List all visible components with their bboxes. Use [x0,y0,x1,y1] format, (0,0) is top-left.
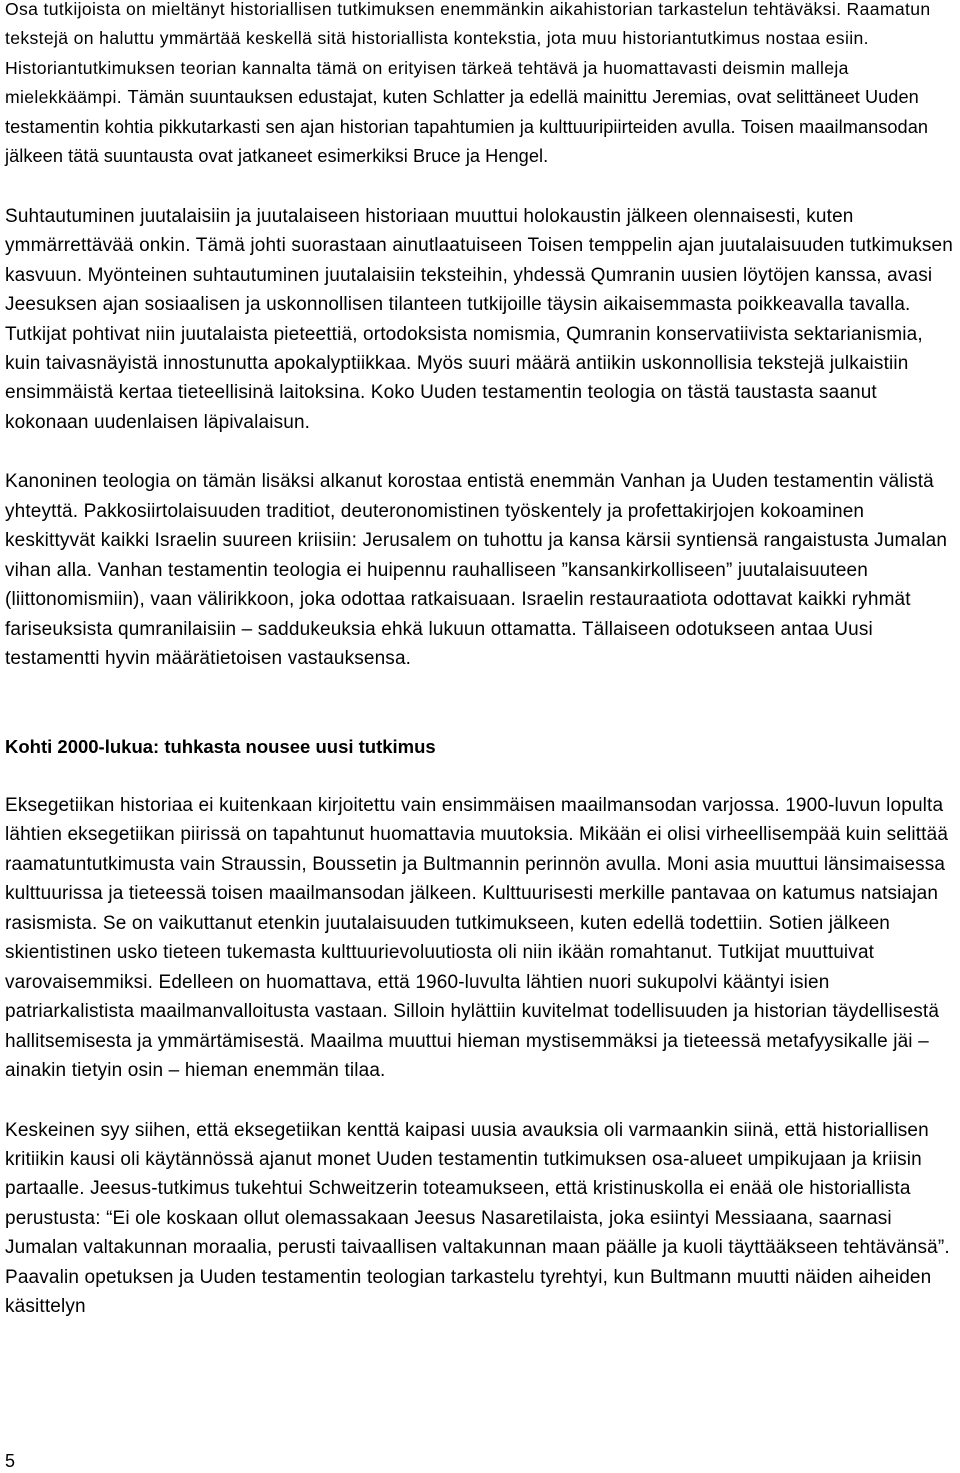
paragraph-exegetics-history: Eksegetiikan historiaa ei kuitenkaan kirjoitettu vain ensimmäisen maailmansodan varjossa. 1900-luvun lopulta lähtien eksegetiikan piirissä on tapahtunut huomattavia muutoksia. Mikään ei olisi virheellisempää kuin selittää raamatuntutkimusta vain Straussin, Boussetin ja Bultmannin perinnön avulla. Moni asia muuttui länsimaisessa kulttuurissa ja tieteessä toisen maailmansodan jälkeen. Kulttuurisesti merkille pantavaa on katumus natsiajan rasismista. Se on vaikuttanut etenkin juutalaisuuden tutkimukseen, kuten edellä todettiin. Sotien jälkeen skientistinen usko tieteen tukemasta kulttuurievoluutiosta oli niin ikään romahtanut. Tutkijat muuttuivat varovaisemmiksi. Edelleen on huomattava, että 1960-luvulta lähtien nuori sukupolvi kääntyi isien patriarkalistista maailmanvalloitusta vastaan. Silloin hylättiin kuvitelmat todellisuuden ja historian täydellisestä hallitsemisesta ja ymmärtämisestä. Maailma muuttui hieman mystisemmäksi ja tieteessä metafyysikalle jäi – ainakin tietyin osin – hieman enemmän tilaa. [5,794,949,1082]
paragraph-canonical-theology: Kanoninen teologia on tämän lisäksi alkanut korostaa entistä enemmän Vanhan ja Uuden testamentin välistä yhteyttä. Pakkosiirtolaisuuden traditiot, deuteronomistinen työskentely ja profettakirjojen kokoaminen keskittyvät kaikki Israelin suureen kriisiin: Jerusalem on tuhottu ja kansa kärsii syntiensä rangaistusta Jumalan vihan alla. Vanhan testamentin teologia ei huipennu rauhalliseen ”kansankirkolliseen” juutalaisuuteen (liittonomismiin), vaan välirikkoon, joka odottaa ratkaisuaan. Israelin restauraatiota odottavat kaikki ryhmät fariseuksista qumranilaisiin – saddukeuksia ehkä lukuun ottamatta. Tällaiseen odotukseen antaa Uusi testamentti hyvin määrätietoisen vastauksensa. [5,471,948,670]
page-number: 5 [5,1451,16,1471]
paragraph-segment-1: Osa tutkijoista on mieltänyt historiallisen tutkimuksen enemmänkin aikahistorian tarkastelun tehtäväksi. Raamatun tekstejä on haluttu ymmärtää keskellä sitä historiallista kontekstia, jota muu historiantutkimus nostaa esiin. Historiantutkimuksen teorian kannalta tämä on erityisen tärkeä tehtävä ja huomattavasti deismin malleja mielekkäämpi. [5,0,931,108]
paragraph-segment-3: Toisen maailmansodan jälkeen tätä suuntausta ovat jatkaneet esimerkiksi Bruce ja Hengel. [5,116,929,167]
paragraph-segment-2: Tämän suuntauksen edustajat, kuten Schlatter ja edellä mainittu Jeremias, ovat selittäneet Uuden testamentin kohtia pikkutarkasti sen ajan historian tapahtumien ja kulttuuripiirteiden avulla. [5,87,919,137]
document-page [5,0,955,1352]
paragraph-holocaust-jewish-studies: Suhtautuminen juutalaisiin ja juutalaiseen historiaan muuttui holokaustin jälkeen olennaisesti, kuten ymmärrettävää onkin. Tämä johti suorastaan ainutlaatuiseen Toisen temppelin ajan juutalaisuuden tutkimuksen kasvuun. Myönteinen suhtautuminen juutalaisiin teksteihin, yhdessä Qumranin uusien löytöjen kanssa, avasi Jeesuksen ajan sosiaalisen ja uskonnollisen tilanteen tutkijoille täysin aikaisemmasta poikkeavalla tavalla. Tutkijat pohtivat niin juutalaista pieteettiä, ortodoksista nomismia, Qumranin konservatiivista sektarianismia, kuin taivasnäyistä innostunutta apokalyptiikkaa. Myös suuri määrä antiikin uskonnollisia tekstejä julkaistiin ensimmäistä kertaa tieteellisinä laitoksina. Koko Uuden testamentin teologia on tästä taustasta saanut kokonaan uudenlaisen läpivalaisun. [5,205,953,433]
paragraph-historical-criticism-crisis: Keskeinen syy siihen, että eksegetiikan kenttä kaipasi uusia avauksia oli varmaankin siinä, että historiallisen kritiikin kausi oli käytännössä ajanut monet Uuden testamentin tutkimuksen osa-alueet umpikujaan ja kriisin partaalle. Jeesus-tutkimus tukehtui Schweitzerin toteamukseen, että kristinuskolla ei enää ole historiallista perustusta: “Ei ole koskaan ollut olemassakaan Jeesus Nasaretilaista, joka esiintyi Messiaana, saarnasi Jumalan valtakunnan moraalia, perusti taivaallisen valtakunnan maan päälle ja kuoli täyttääkseen tehtävänsä”. Paavalin opetuksen ja Uuden testamentin teologian tarkastelu tyrehtyi, kun Bultmann muutti näiden aiheiden käsittelyn [5,1119,950,1318]
paragraph-historical-context [5,0,955,172]
section-heading: Kohti 2000-lukua: tuhkasta nousee uusi tutkimus [5,735,436,757]
